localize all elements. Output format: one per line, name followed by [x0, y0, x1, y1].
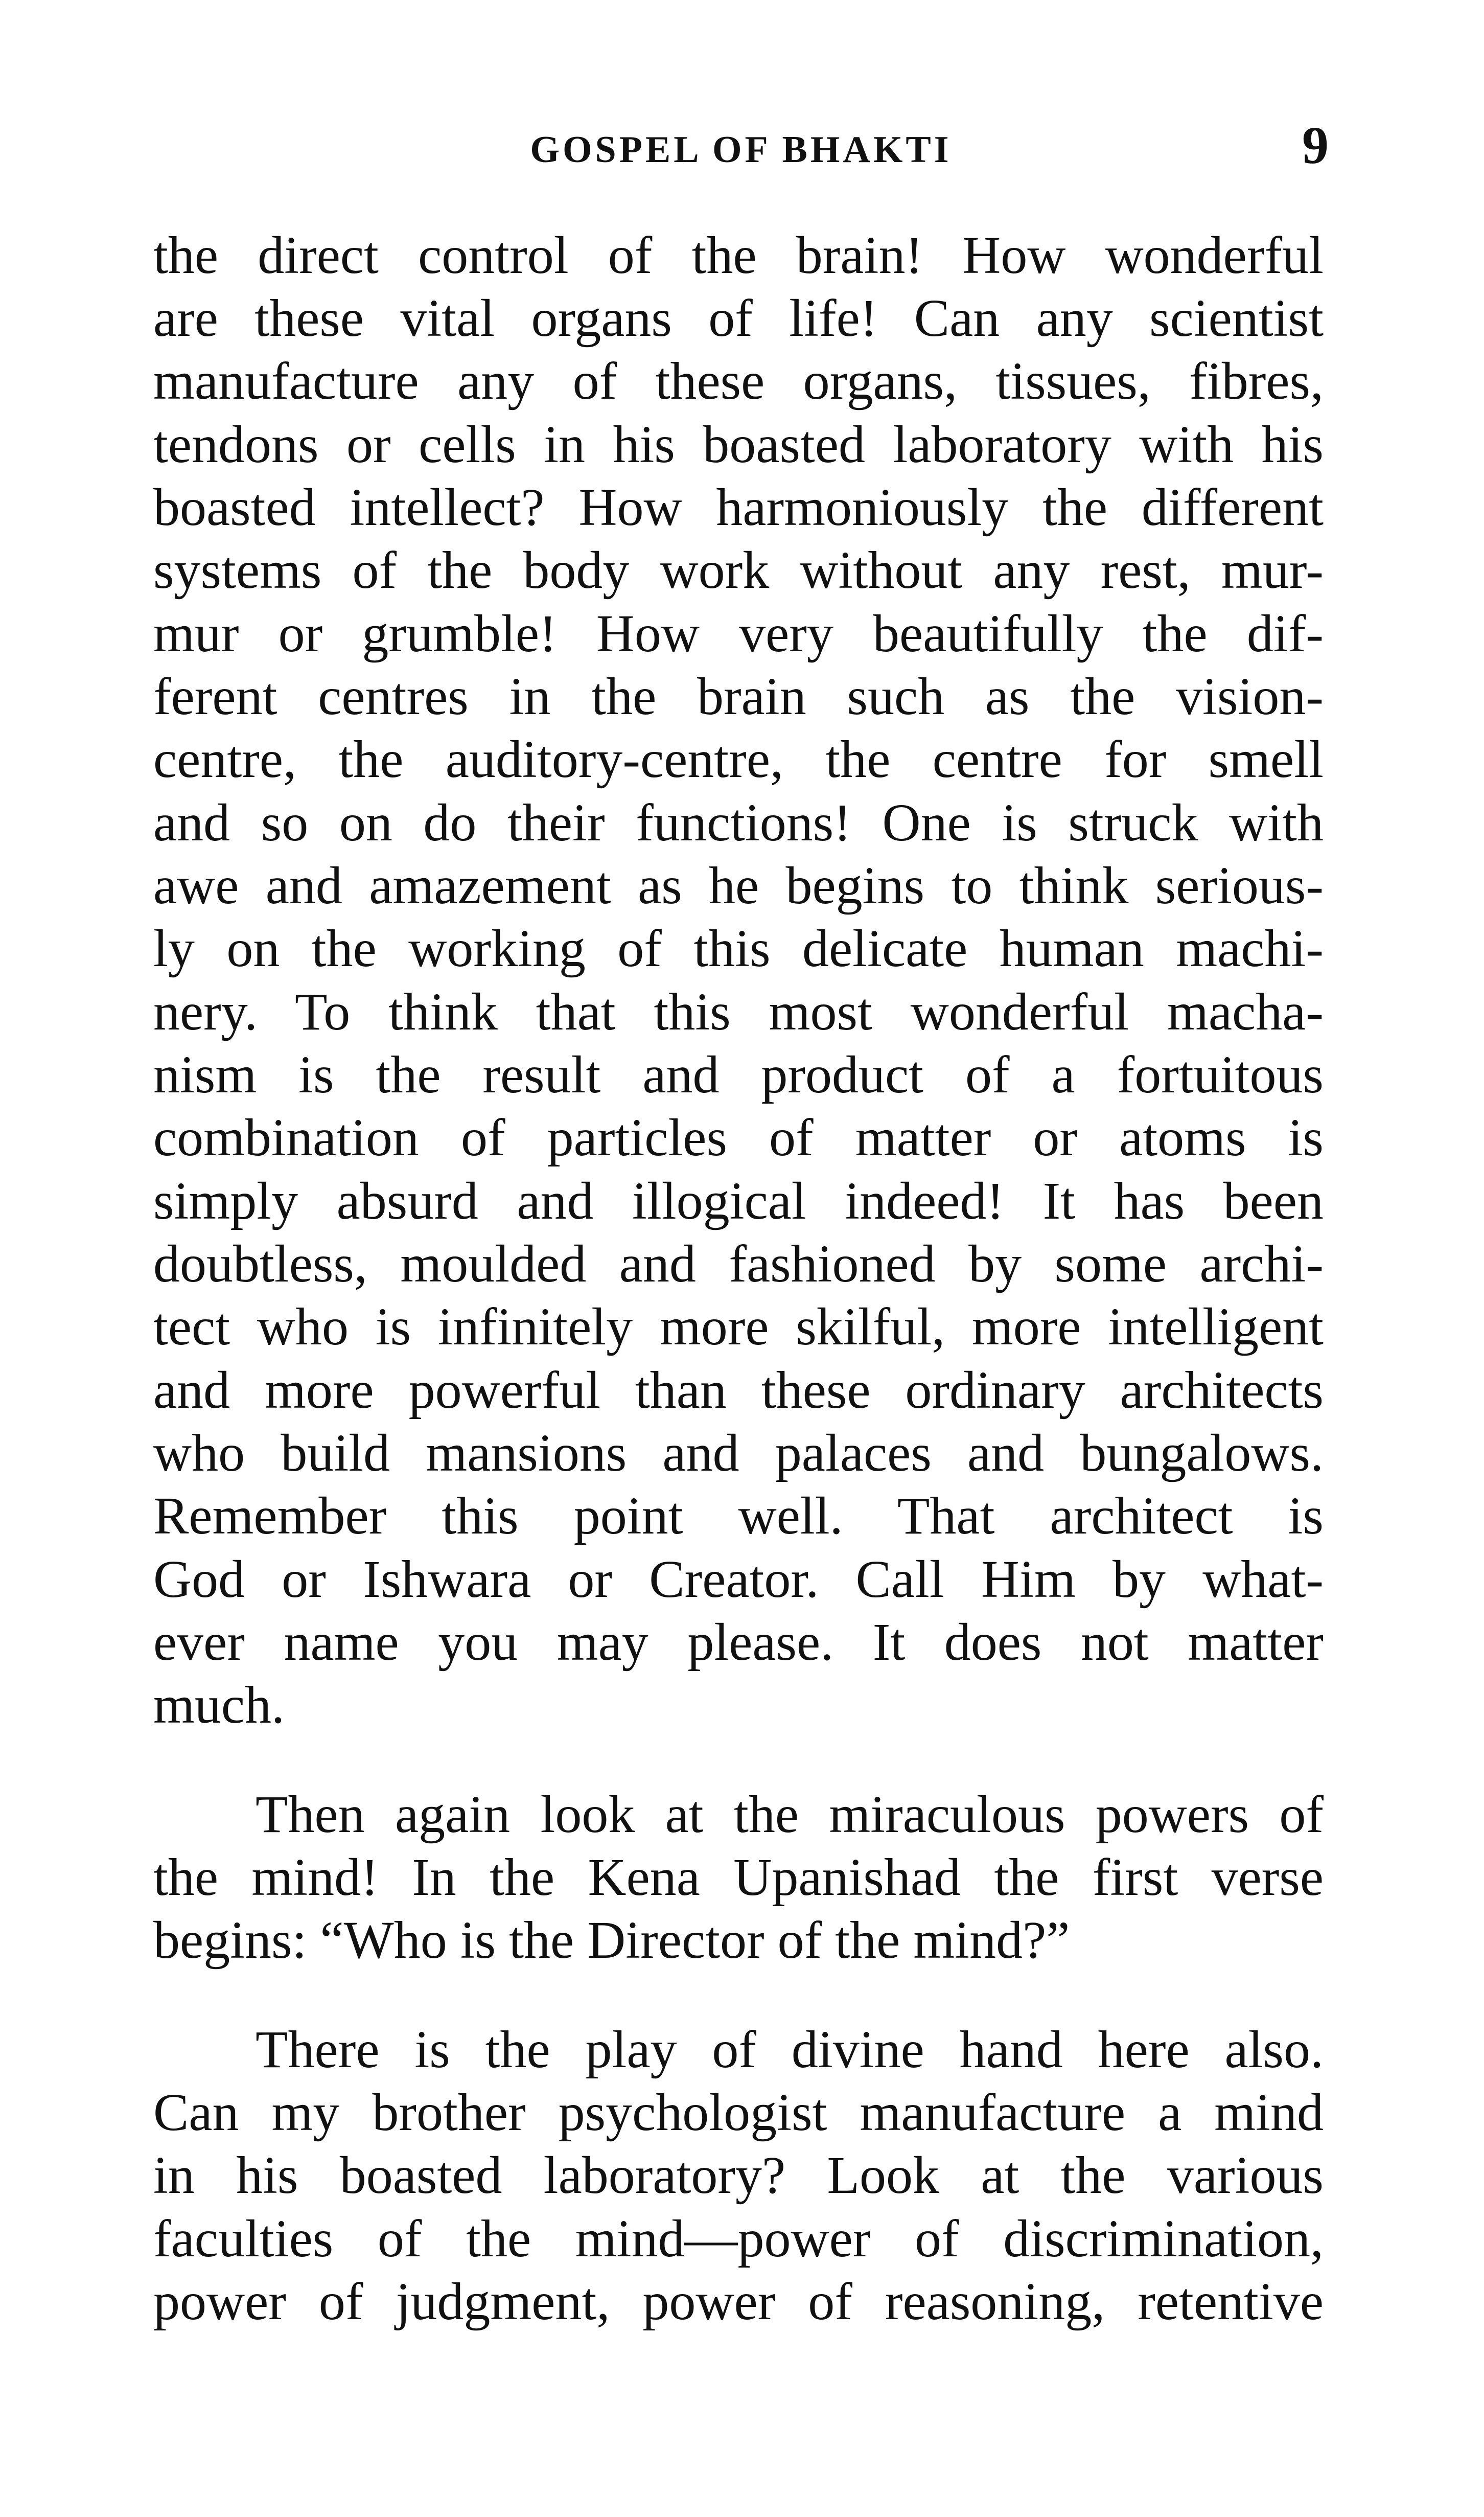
text-line: the direct control of the brain! How wonderful — [153, 226, 1324, 285]
text-line: power of judgment, power of reasoning, retentive — [153, 2272, 1324, 2331]
text-line: Then again look at the miraculous powers of — [256, 1785, 1324, 1844]
text-line: in his boasted laboratory? Look at the various — [153, 2146, 1324, 2205]
text-line: combination of particles of matter or atoms is — [153, 1108, 1324, 1167]
text-line: boasted intellect? How harmoniously the different — [153, 478, 1324, 537]
running-head — [153, 118, 1329, 179]
text-line: ly on the working of this delicate human machi- — [153, 919, 1324, 978]
text-line: tendons or cells in his boasted laboratory with his — [153, 415, 1324, 474]
text-line: Remember this point well. That architect is — [153, 1486, 1324, 1545]
text-line: nism is the result and product of a fortuitous — [153, 1045, 1324, 1104]
text-line: Can my brother psychologist manufacture a mind — [153, 2083, 1324, 2142]
text-line: faculties of the mind—power of discrimination, — [153, 2209, 1324, 2268]
text-line: and more powerful than these ordinary architects — [153, 1361, 1324, 1420]
text-line: doubtless, moulded and fashioned by some archi- — [153, 1234, 1324, 1293]
text-line: nery. To think that this most wonderful macha- — [153, 982, 1324, 1041]
text-line: tect who is infinitely more skilful, more intelligent — [153, 1297, 1324, 1356]
text-line: ever name you may please. It does not matter — [153, 1613, 1324, 1672]
text-line: the mind! In the Kena Upanishad the first verse — [153, 1848, 1324, 1907]
text-line: and so on do their functions! One is struck with — [153, 793, 1324, 852]
text-line: centre, the auditory-centre, the centre for smell — [153, 730, 1324, 789]
text-line: awe and amazement as he begins to think serious- — [153, 856, 1324, 915]
text-line: systems of the body work without any rest, mur- — [153, 541, 1324, 600]
text-line: manufacture any of these organs, tissues, fibres, — [153, 352, 1324, 410]
running-title: GOSPEL OF BHAKTI — [530, 129, 952, 171]
text-line: ferent centres in the brain such as the vision- — [153, 667, 1324, 726]
text-line: are these vital organs of life! Can any scientist — [153, 289, 1324, 348]
text-line: begins: “Who is the Director of the mind?” — [153, 1911, 1070, 1970]
text-line: God or Ishwara or Creator. Call Him by what- — [153, 1550, 1324, 1609]
text-line: simply absurd and illogical indeed! It has been — [153, 1172, 1324, 1230]
text-line: much. — [153, 1676, 285, 1734]
text-line: There is the play of divine hand here also. — [256, 2020, 1324, 2079]
text-line: mur or grumble! How very beautifully the dif- — [153, 604, 1324, 663]
page-number: 9 — [1302, 116, 1329, 175]
text-line: who build mansions and palaces and bungalows. — [153, 1424, 1324, 1482]
